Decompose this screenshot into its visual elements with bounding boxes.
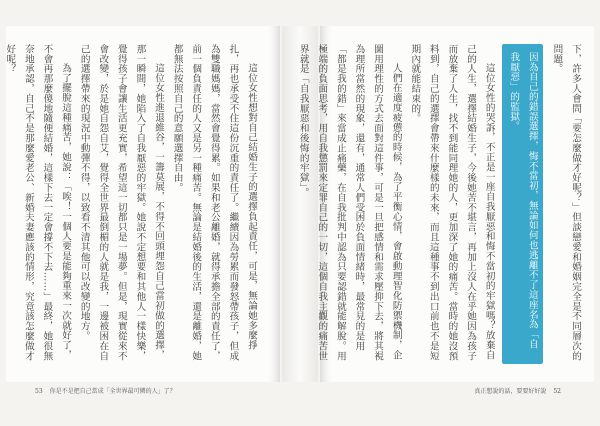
- paragraph: 這位女性的哭訴，不正是一座自我厭惡和悔不當初的牢獄嗎？放棄自己的人生，選擇結婚生子，今後她苦不堪言，再加上沒人在乎她因為孩子而放棄了人生，找不到能同理她的人，更加深了她的痛苦。當時的她沒預料到，自己的選擇會帶來什麼樣的未來，而且這種事不到出口前也不是短期內就能結束的。: [409, 44, 495, 361]
- callout-quote: 因為自己的錯誤選擇，悔不當初，無論如何也逃離不了這座名為「自我厭惡」的監獄。: [502, 44, 543, 364]
- paragraph: 為了擺脫這種痛苦，她說：「唉！一個人要是能夠重來一次就好了，不會再那麼傻地隨便結婚，這樣下去一定會撐不下去……」最終，她很無奈地承認，自己不是那麼愛老公、新婚夫妻應該的情形，究竟該怎麼做才好呢？: [4, 44, 72, 361]
- paragraph: 下，許多人會問「要怎麼做才好呢？」但談戀愛和婚姻完全是不同層次的問題。: [551, 44, 581, 361]
- paragraph: 人們在適度疲憊的時候，為了平衡心情，會啟動理智化防禦機制，企圖用理性的方式去面對這件事，可是一旦把感情和需求壓抑下去，將其視為理所當然的現象，還有，通常人們受困於負面情緒時，最常見的是用「都是我的錯」來當成止痛藥，在自我批判中認為只要認錯就能解脫。用極端的負面思考，用自我懲罰來定罪自己的一切，這個自我主觀的痛苦世界就是「自我厭惡和後悔的牢獄」。: [297, 44, 402, 361]
- left-page-body: [4, 44, 260, 364]
- right-page-body: [297, 44, 584, 364]
- left-footer: [30, 386, 176, 395]
- page-number: 52: [553, 388, 561, 395]
- page-number: 53: [35, 388, 43, 395]
- paragraph: 這位女性進退維谷，一籌莫展，不得不回頭埋怨自己當初做的選擇，那一瞬間，她陷入了自我厭惡的牢獄。她說不定想要和其他人一樣快樂，覺得孩子會讓生活更充實，希望這一切都只是一場夢。但是，現實從來不會改變，於是她自怨自艾，覺得全世界最倒楣的人就是我，一邊被困在自己的選擇帶來的現況中動彈不得，以致看不清其他可以改變的地方。: [78, 44, 165, 361]
- right-page: [297, 26, 594, 395]
- left-page: [4, 26, 280, 395]
- paragraph: 這位女性想對自己結婚生子的選擇負起責任，可是，無論她多麼掙扎，再也承受不住這份沉重的責任了。繼續因為勞累而發怒帶孩子，但成為雙職媽媽，當然會覺得累。如果和老公離婚，就得承擔全部的責任了，前一個負責任的人又是另一種痛苦。無論是結婚後的生活，還是離婚，她都無法按照自己的意願選擇自由。: [171, 44, 257, 361]
- right-footer: [474, 386, 566, 395]
- running-title: 真正想說的話，要要好好說: [474, 388, 547, 395]
- running-title: 你是不是把自己當成「全世界最可憐的人」了？: [49, 388, 176, 395]
